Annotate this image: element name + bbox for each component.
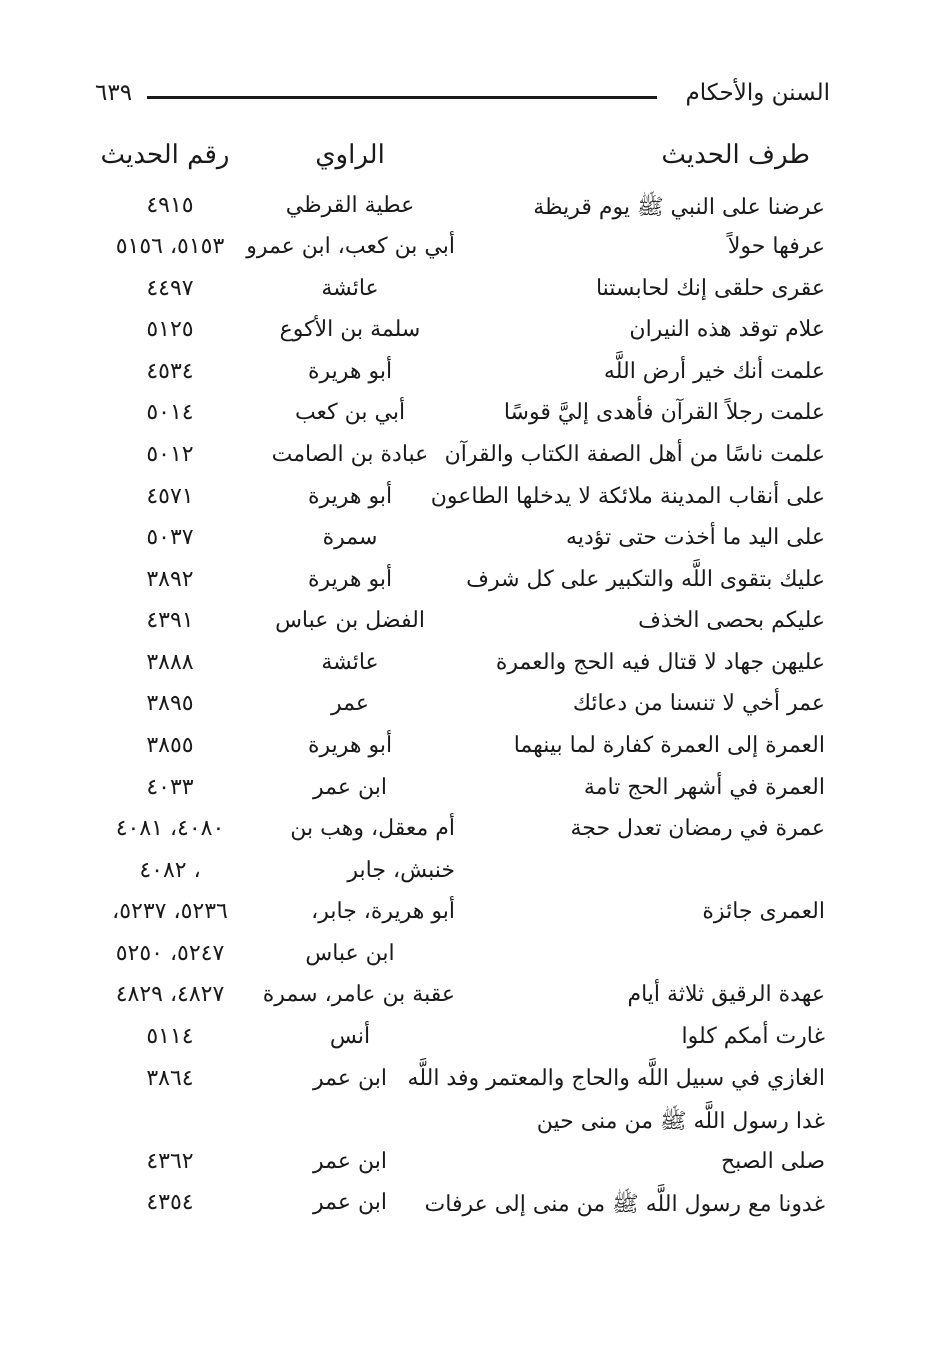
index-row [0, 1066, 925, 1108]
narrator: سلمة بن الأكوع [279, 317, 421, 342]
hadith-text: على أنقاب المدينة ملائكة لا يدخلها الطاعون [430, 484, 825, 509]
hadith-text: عمر أخي لا تنسنا من دعائك [572, 691, 825, 716]
column-heading-narrator: الراوي [315, 140, 385, 170]
index-row [0, 400, 925, 442]
hadith-number: ٤٣٥٤ [146, 1190, 194, 1215]
narrator: عبادة بن الصامت [271, 442, 429, 467]
index-row [0, 816, 925, 858]
index-row [0, 1190, 925, 1232]
hadith-number: ٣٨٥٥ [146, 733, 194, 758]
hadith-text: علمت رجلاً القرآن فأهدى إليَّ قوسًا [503, 400, 825, 425]
index-row [0, 484, 925, 526]
narrator: أنس [329, 1024, 371, 1049]
hadith-number: ٤٠٨٠، ٤٠٨١ [115, 816, 225, 841]
column-heading-hadith-number: رقم الحديث [100, 140, 230, 170]
narrator: عقبة بن عامر، سمرة [262, 982, 455, 1007]
book-title: السنن والأحكام [685, 80, 830, 106]
narrator: ابن عباس [305, 941, 395, 966]
hadith-text: على اليد ما أخذت حتى تؤديه [566, 525, 825, 550]
narrator: الفضل بن عباس [275, 608, 425, 633]
hadith-number: ٤٣٩١ [146, 608, 194, 633]
index-row [0, 1024, 925, 1066]
index-row [0, 650, 925, 692]
narrator: عائشة [321, 276, 379, 301]
index-row [0, 733, 925, 775]
hadith-text: غدا رسول اللَّه ﷺ من منى حين [536, 1109, 825, 1134]
hadith-number: ٥٠٣٧ [146, 525, 194, 550]
hadith-text: الغازي في سبيل اللَّه والحاج والمعتمر وفد اللَّه [407, 1066, 825, 1091]
hadith-number: ٤٠٣٣ [146, 775, 194, 800]
index-row [0, 525, 925, 567]
hadith-text: عرفها حولاً [727, 234, 825, 259]
hadith-text: العمرة في أشهر الحج تامة [583, 775, 825, 800]
narrator: أبي بن كعب، ابن عمرو [246, 234, 455, 259]
index-row [0, 442, 925, 484]
hadith-number: ٥٠١٢ [146, 442, 194, 467]
index-row [0, 608, 925, 650]
narrator: ابن عمر [313, 1066, 387, 1091]
hadith-text: عليكم بحصى الخذف [638, 608, 825, 633]
index-row [0, 234, 925, 276]
hadith-number: ٣٨٩٥ [146, 691, 194, 716]
narrator: أبو هريرة [307, 733, 393, 758]
hadith-number: ٣٨٩٢ [146, 567, 194, 592]
hadith-text: صلى الصبح [720, 1149, 825, 1174]
hadith-number: ٥٢٣٦، ٥٢٣٧، [112, 899, 228, 924]
hadith-number: ٤٥٧١ [146, 484, 194, 509]
hadith-number: ٥٢٤٧، ٥٢٥٠ [115, 941, 225, 966]
index-row [0, 1107, 925, 1149]
index-row [0, 941, 925, 983]
narrator: سمرة [322, 525, 378, 550]
index-row [0, 775, 925, 817]
hadith-number: ٤٤٩٧ [146, 276, 194, 301]
narrator: أبو هريرة، جابر، [311, 899, 455, 924]
index-row [0, 982, 925, 1024]
hadith-text: العمرة إلى العمرة كفارة لما بينهما [513, 733, 825, 758]
hadith-text: علمت أنك خير أرض اللَّه [603, 359, 825, 384]
hadith-number: ٤٥٣٤ [146, 359, 194, 384]
narrator: ابن عمر [313, 1149, 387, 1174]
hadith-text: عقرى حلقى إنك لحابستنا [595, 276, 825, 301]
index-row [0, 317, 925, 359]
hadith-number: ٤٣٦٢ [146, 1149, 194, 1174]
hadith-text: عرضنا على النبي ﷺ يوم قريظة [533, 195, 825, 220]
hadith-text: غدونا مع رسول اللَّه ﷺ من منى إلى عرفات [424, 1192, 825, 1217]
hadith-number: ، ٤٠٨٢ [139, 858, 201, 883]
narrator: ابن عمر [313, 775, 387, 800]
narrator: أبو هريرة [307, 359, 393, 384]
hadith-text: عهدة الرقيق ثلاثة أيام [627, 982, 825, 1007]
hadith-number: ٣٨٨٨ [146, 650, 194, 675]
index-row [0, 899, 925, 941]
narrator: أبو هريرة [307, 484, 393, 509]
hadith-text: عليهن جهاد لا قتال فيه الحج والعمرة [495, 650, 825, 675]
index-row [0, 858, 925, 900]
narrator: أبو هريرة [307, 567, 393, 592]
hadith-number: ٥١٢٥ [146, 317, 194, 342]
hadith-text: العمرى جائزة [702, 899, 825, 924]
narrator: عمر [331, 691, 369, 716]
narrator: عطية القرظي [285, 193, 415, 218]
page-number: ٦٣٩ [95, 80, 133, 106]
hadith-text: غارت أمكم كلوا [681, 1024, 825, 1049]
hadith-number: ٣٨٦٤ [146, 1066, 194, 1091]
index-row [0, 1149, 925, 1191]
index-row [0, 691, 925, 733]
index-row [0, 359, 925, 401]
hadith-number: ٤٩١٥ [146, 193, 194, 218]
hadith-text: علمت ناسًا من أهل الصفة الكتاب والقرآن [444, 442, 825, 467]
column-heading-hadith-text: طرف الحديث [661, 140, 810, 170]
index-row [0, 276, 925, 318]
hadith-number: ٥٠١٤ [146, 400, 194, 425]
hadith-text: عمرة في رمضان تعدل حجة [570, 816, 825, 841]
hadith-text: علام توقد هذه النيران [629, 317, 825, 342]
index-row [0, 193, 925, 235]
narrator: أم معقل، وهب بن [290, 816, 455, 841]
hadith-number: ٤٨٢٧، ٤٨٢٩ [115, 982, 225, 1007]
narrator: خنبش، جابر [347, 858, 455, 883]
narrator: عائشة [321, 650, 379, 675]
index-row [0, 567, 925, 609]
hadith-number: ٥١١٤ [146, 1024, 194, 1049]
narrator: ابن عمر [313, 1190, 387, 1215]
hadith-number: ٥١٥٣، ٥١٥٦ [115, 234, 225, 259]
hadith-text: عليك بتقوى اللَّه والتكبير على كل شرف [466, 567, 825, 592]
narrator: أبي بن كعب [294, 400, 406, 425]
